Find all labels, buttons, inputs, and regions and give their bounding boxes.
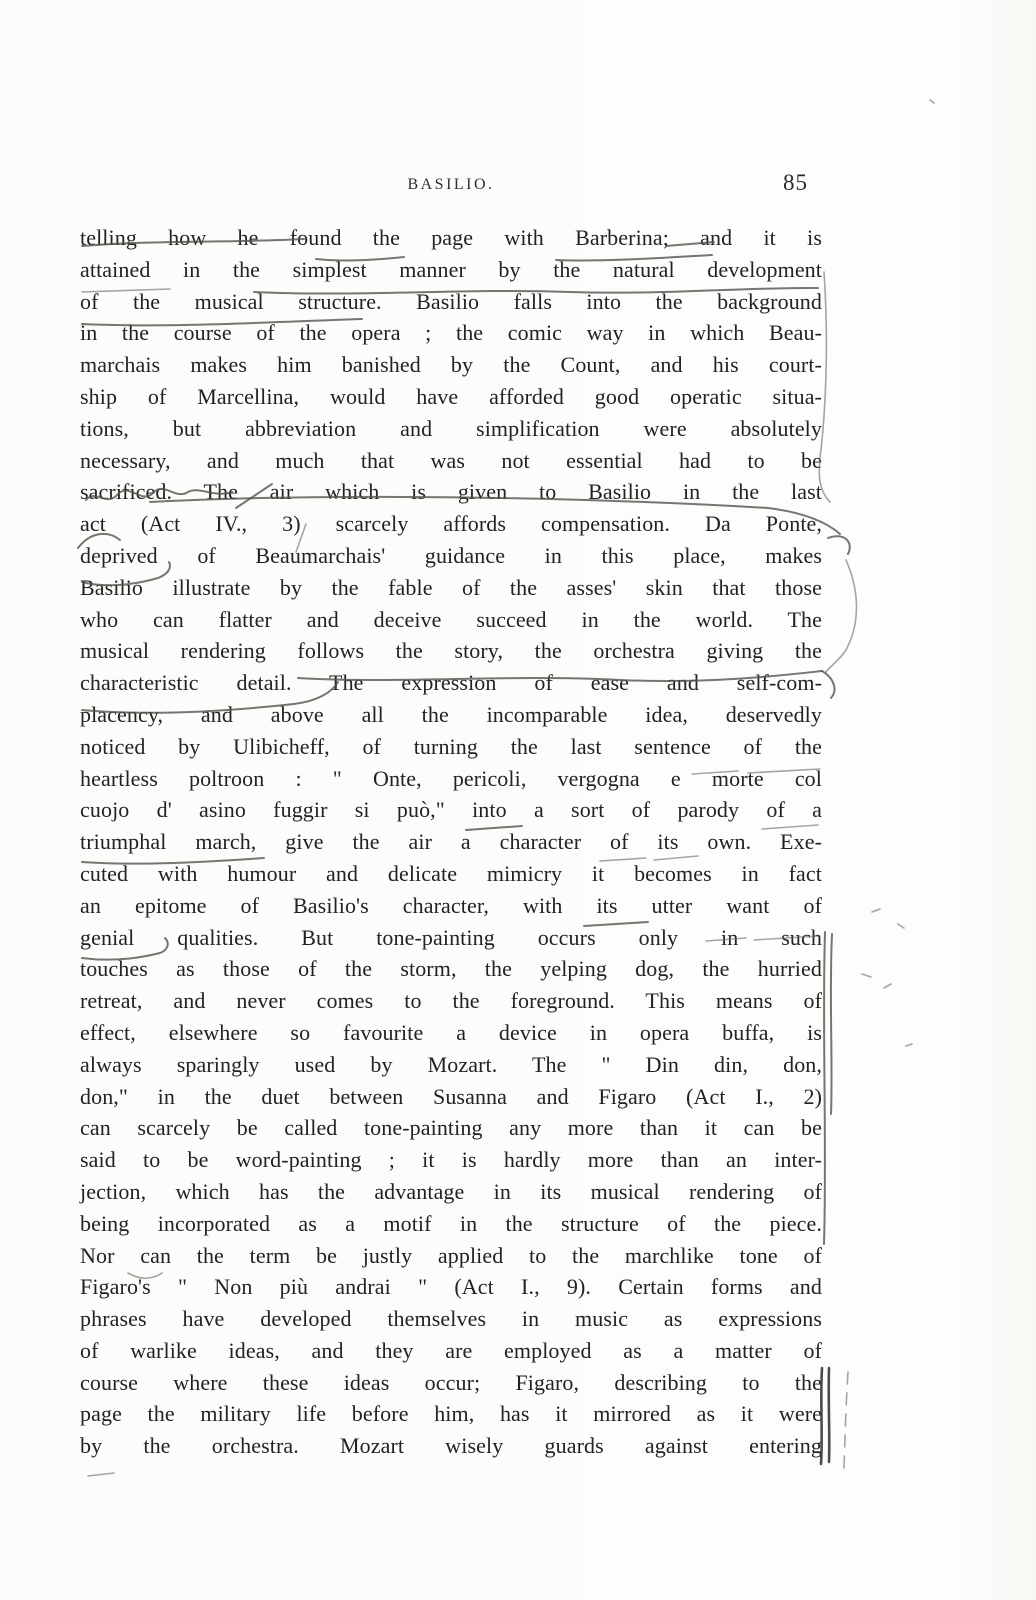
- text-line: jection, which has the advantage in its musical rendering of: [80, 1178, 822, 1204]
- pencil-curl-da-ponte: [828, 536, 850, 554]
- text-line: noticed by Ulibicheff, of turning the last sentence of the: [80, 733, 822, 759]
- text-line: touches as those of the storm, the yelping dog, the hurried: [80, 956, 822, 982]
- text-line: tions, but abbreviation and simplification were absolutely: [80, 415, 822, 441]
- pen-margin-line-bottom-2: [829, 1368, 830, 1462]
- text-line: of warlike ideas, and they are employed as a matter of: [80, 1337, 822, 1363]
- pencil-speck-4: [884, 984, 891, 988]
- text-line: heartless poltroon : " Onte, pericoli, vergogna e morte col: [80, 765, 822, 791]
- text-line: attained in the simplest manner by the natural development: [80, 256, 822, 282]
- text-line: being incorporated as a motif in the structure of the piece.: [80, 1210, 822, 1236]
- text-line: course where these ideas occur; Figaro, describing to the: [80, 1369, 822, 1395]
- text-line: an epitome of Basilio's character, with its utter want of: [80, 892, 822, 918]
- running-title: BASILIO.: [407, 176, 495, 193]
- text-line: necessary, and much that was not essential had to be: [80, 447, 822, 473]
- text-line: triumphal march, give the air a character of its own. Exe-: [80, 829, 822, 855]
- text-line: always sparingly used by Mozart. The " Din din, don,: [80, 1051, 822, 1077]
- pencil-speck-5: [906, 1044, 912, 1046]
- text-line: cuojo d' asino fuggir si può," into a sort of parody of a: [80, 797, 822, 823]
- text-line: said to be word-painting ; it is hardly more than an inter-: [80, 1147, 822, 1173]
- text-line: telling how he found the page with Barberina; and it is: [80, 225, 822, 250]
- text-line: cuted with humour and delicate mimicry it becomes in fact: [80, 860, 822, 886]
- text-line: musical rendering follows the story, the orchestra giving the: [80, 638, 822, 664]
- text-line: effect, elsewhere so favourite a device in opera buffa, is: [80, 1019, 822, 1045]
- text-line: phrases have developed themselves in music as expressions: [80, 1306, 822, 1332]
- pencil-speck-top: [930, 100, 934, 103]
- text-line: genial qualities. But tone-painting occurs only in such: [80, 924, 822, 950]
- text-line: page the military life before him, has it mirrored as it were: [80, 1401, 822, 1427]
- text-line: by the orchestra. Mozart wisely guards against entering: [80, 1433, 822, 1459]
- text-line: ship of Marcellina, would have afforded good operatic situa-: [80, 383, 822, 409]
- pencil-speck-3: [862, 974, 871, 977]
- text-line: deprived of Beaumarchais' guidance in this place, makes: [80, 542, 822, 568]
- text-line: sacrificed. The air which is given to Basilio in the last: [80, 479, 822, 505]
- pencil-dash-below-last-line: [88, 1473, 114, 1476]
- text-line: who can flatter and deceive succeed in the world. The: [80, 606, 822, 632]
- text-block: [80, 222, 822, 1462]
- pencil-speck-2: [898, 924, 904, 928]
- pencil-hook-line14-end: [822, 671, 834, 698]
- text-line: act (Act IV., 3) scarcely affords compensation. Da Ponte,: [80, 511, 822, 537]
- text-line: retreat, and never comes to the foreground. This means of: [80, 988, 822, 1014]
- text-line: Nor can the term be justly applied to the marchlike tone of: [80, 1242, 822, 1268]
- page-header: [80, 170, 822, 204]
- text-line: in the course of the opera ; the comic way in which Beau-: [80, 320, 822, 346]
- text-line: Figaro's " Non più andrai " (Act I., 9). Certain forms and: [80, 1274, 822, 1300]
- text-line: Basilio illustrate by the fable of the asses' skin that those: [80, 574, 822, 600]
- pencil-margin-curve-mid: [826, 560, 857, 672]
- text-line: of the musical structure. Basilio falls into the background: [80, 288, 822, 314]
- pencil-speck-1: [872, 909, 880, 912]
- text-line: characteristic detail. The expression of ease and self-com-: [80, 670, 822, 696]
- text-line: placency, and above all the incomparable idea, deservedly: [80, 701, 822, 727]
- text-line: marchais makes him banished by the Count, and his court-: [80, 352, 822, 378]
- pencil-margin-line-long: [824, 932, 825, 1244]
- page-number: 85: [783, 170, 808, 195]
- pencil-margin-dashed-bottom: [844, 1372, 848, 1470]
- text-line: can scarcely be called tone-painting any more than it can be: [80, 1115, 822, 1141]
- text-line: don," in the duet between Susanna and Figaro (Act I., 2): [80, 1083, 822, 1109]
- pencil-margin-line-short: [831, 934, 832, 1114]
